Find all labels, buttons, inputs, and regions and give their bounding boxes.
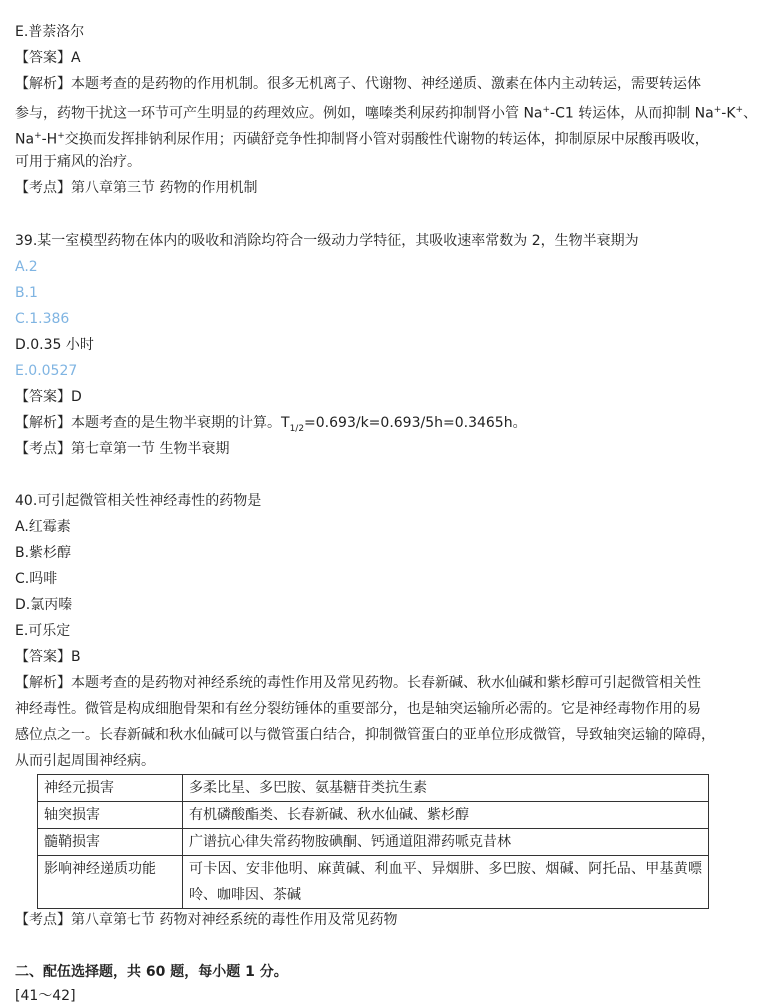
q38-analysis-line-3: Na+-H+交换而发挥排钠利尿作用；丙磺舒竞争性抑制肾小管对弱酸性代谢物的转运体，抑制原尿中尿酸再吸收， bbox=[15, 131, 709, 148]
table-cell-type: 神经元损害 bbox=[38, 775, 183, 802]
q40-analysis-line-1: 【解析】本题考查的是药物对神经系统的毒性作用及常见药物。长春新碱、秋水仙碱和紫杉醇可引起微管相关性 bbox=[15, 675, 701, 691]
q39-analysis: 【解析】本题考查的是生物半衰期的计算。$T_{1/2}=0.693/k=0.693/5h=0.3465h$。 bbox=[15, 415, 527, 434]
q38-analysis-line-1: 【解析】本题考查的是药物的作用机制。很多无机离子、代谢物、神经递质、激素在体内主动转运，需要转运体 bbox=[15, 76, 701, 92]
table-row bbox=[38, 829, 709, 856]
q38-point: 【考点】第八章第三节 药物的作用机制 bbox=[15, 180, 258, 196]
table-row bbox=[38, 775, 709, 802]
q40-option-d: D.氯丙嗪 bbox=[15, 597, 73, 613]
q40-option-e: E.可乐定 bbox=[15, 623, 71, 639]
q40-point: 【考点】第八章第七节 药物对神经系统的毒性作用及常见药物 bbox=[15, 912, 398, 928]
q39-option-c: C.1.386 bbox=[15, 311, 70, 327]
q39-stem: 39.某一室模型药物在体内的吸收和消除均符合一级动力学特征，其吸收速率常数为 2，生物半衰期为 bbox=[15, 233, 639, 249]
q40-analysis-line-2: 神经毒性。微管是构成细胞骨架和有丝分裂纺锤体的重要部分，也是轴突运输所必需的。它是神经毒物作用的易 bbox=[15, 701, 701, 717]
q39-option-a: A.2 bbox=[15, 259, 38, 275]
q39-option-d: D.0.35 小时 bbox=[15, 337, 94, 353]
table-cell-drugs: 有机磷酸酯类、长春新碱、秋水仙碱、紫杉醇 bbox=[183, 802, 709, 829]
q40-option-a: A.红霉素 bbox=[15, 519, 71, 535]
next-question-group: [41～42] bbox=[15, 988, 76, 1004]
neurotoxicity-table bbox=[37, 774, 709, 909]
q38-analysis-line-4: 可用于痛风的治疗。 bbox=[15, 154, 141, 170]
q40-analysis-line-3: 感位点之一。长春新碱和秋水仙碱可以与微管蛋白结合，抑制微管蛋白的亚单位形成微管，导致轴突运输的障碍， bbox=[15, 727, 715, 743]
q40-analysis-line-4: 从而引起周围神经病。 bbox=[15, 753, 155, 769]
q39-option-b: B.1 bbox=[15, 285, 38, 301]
q40-answer: 【答案】B bbox=[15, 649, 81, 665]
table-cell-drugs: 广谱抗心律失常药物胺碘酮、钙通道阻滞药哌克昔林 bbox=[183, 829, 709, 856]
q38-option-e: E.普萘洛尔 bbox=[15, 24, 85, 40]
q40-stem: 40.可引起微管相关性神经毒性的药物是 bbox=[15, 493, 262, 509]
q38-answer: 【答案】A bbox=[15, 50, 81, 66]
table-cell-drugs: 可卡因、安非他明、麻黄碱、利血平、异烟肼、多巴胺、烟碱、阿托品、甲基黄嘌呤、咖啡因、茶碱 bbox=[183, 856, 709, 909]
section-heading: 二、配伍选择题，共 60 题，每小题 1 分。 bbox=[15, 964, 288, 980]
q40-option-b: B.紫杉醇 bbox=[15, 545, 72, 561]
table-row bbox=[38, 856, 709, 909]
q40-option-c: C.吗啡 bbox=[15, 571, 58, 587]
q38-analysis-line-2: 参与，药物干扰这一环节可产生明显的药理效应。例如，噻嗪类利尿药抑制肾小管 Na+-C1 转运体，从而抑制 Na+-K+、 bbox=[15, 105, 757, 122]
q39-option-e: E.0.0527 bbox=[15, 363, 78, 379]
table-cell-type: 轴突损害 bbox=[38, 802, 183, 829]
table-cell-drugs: 多柔比星、多巴胺、氨基糖苷类抗生素 bbox=[183, 775, 709, 802]
q39-answer: 【答案】D bbox=[15, 389, 82, 405]
table-cell-type: 髓鞘损害 bbox=[38, 829, 183, 856]
table-cell-type: 影响神经递质功能 bbox=[38, 856, 183, 909]
q39-point: 【考点】第七章第一节 生物半衰期 bbox=[15, 441, 230, 457]
table-row bbox=[38, 802, 709, 829]
